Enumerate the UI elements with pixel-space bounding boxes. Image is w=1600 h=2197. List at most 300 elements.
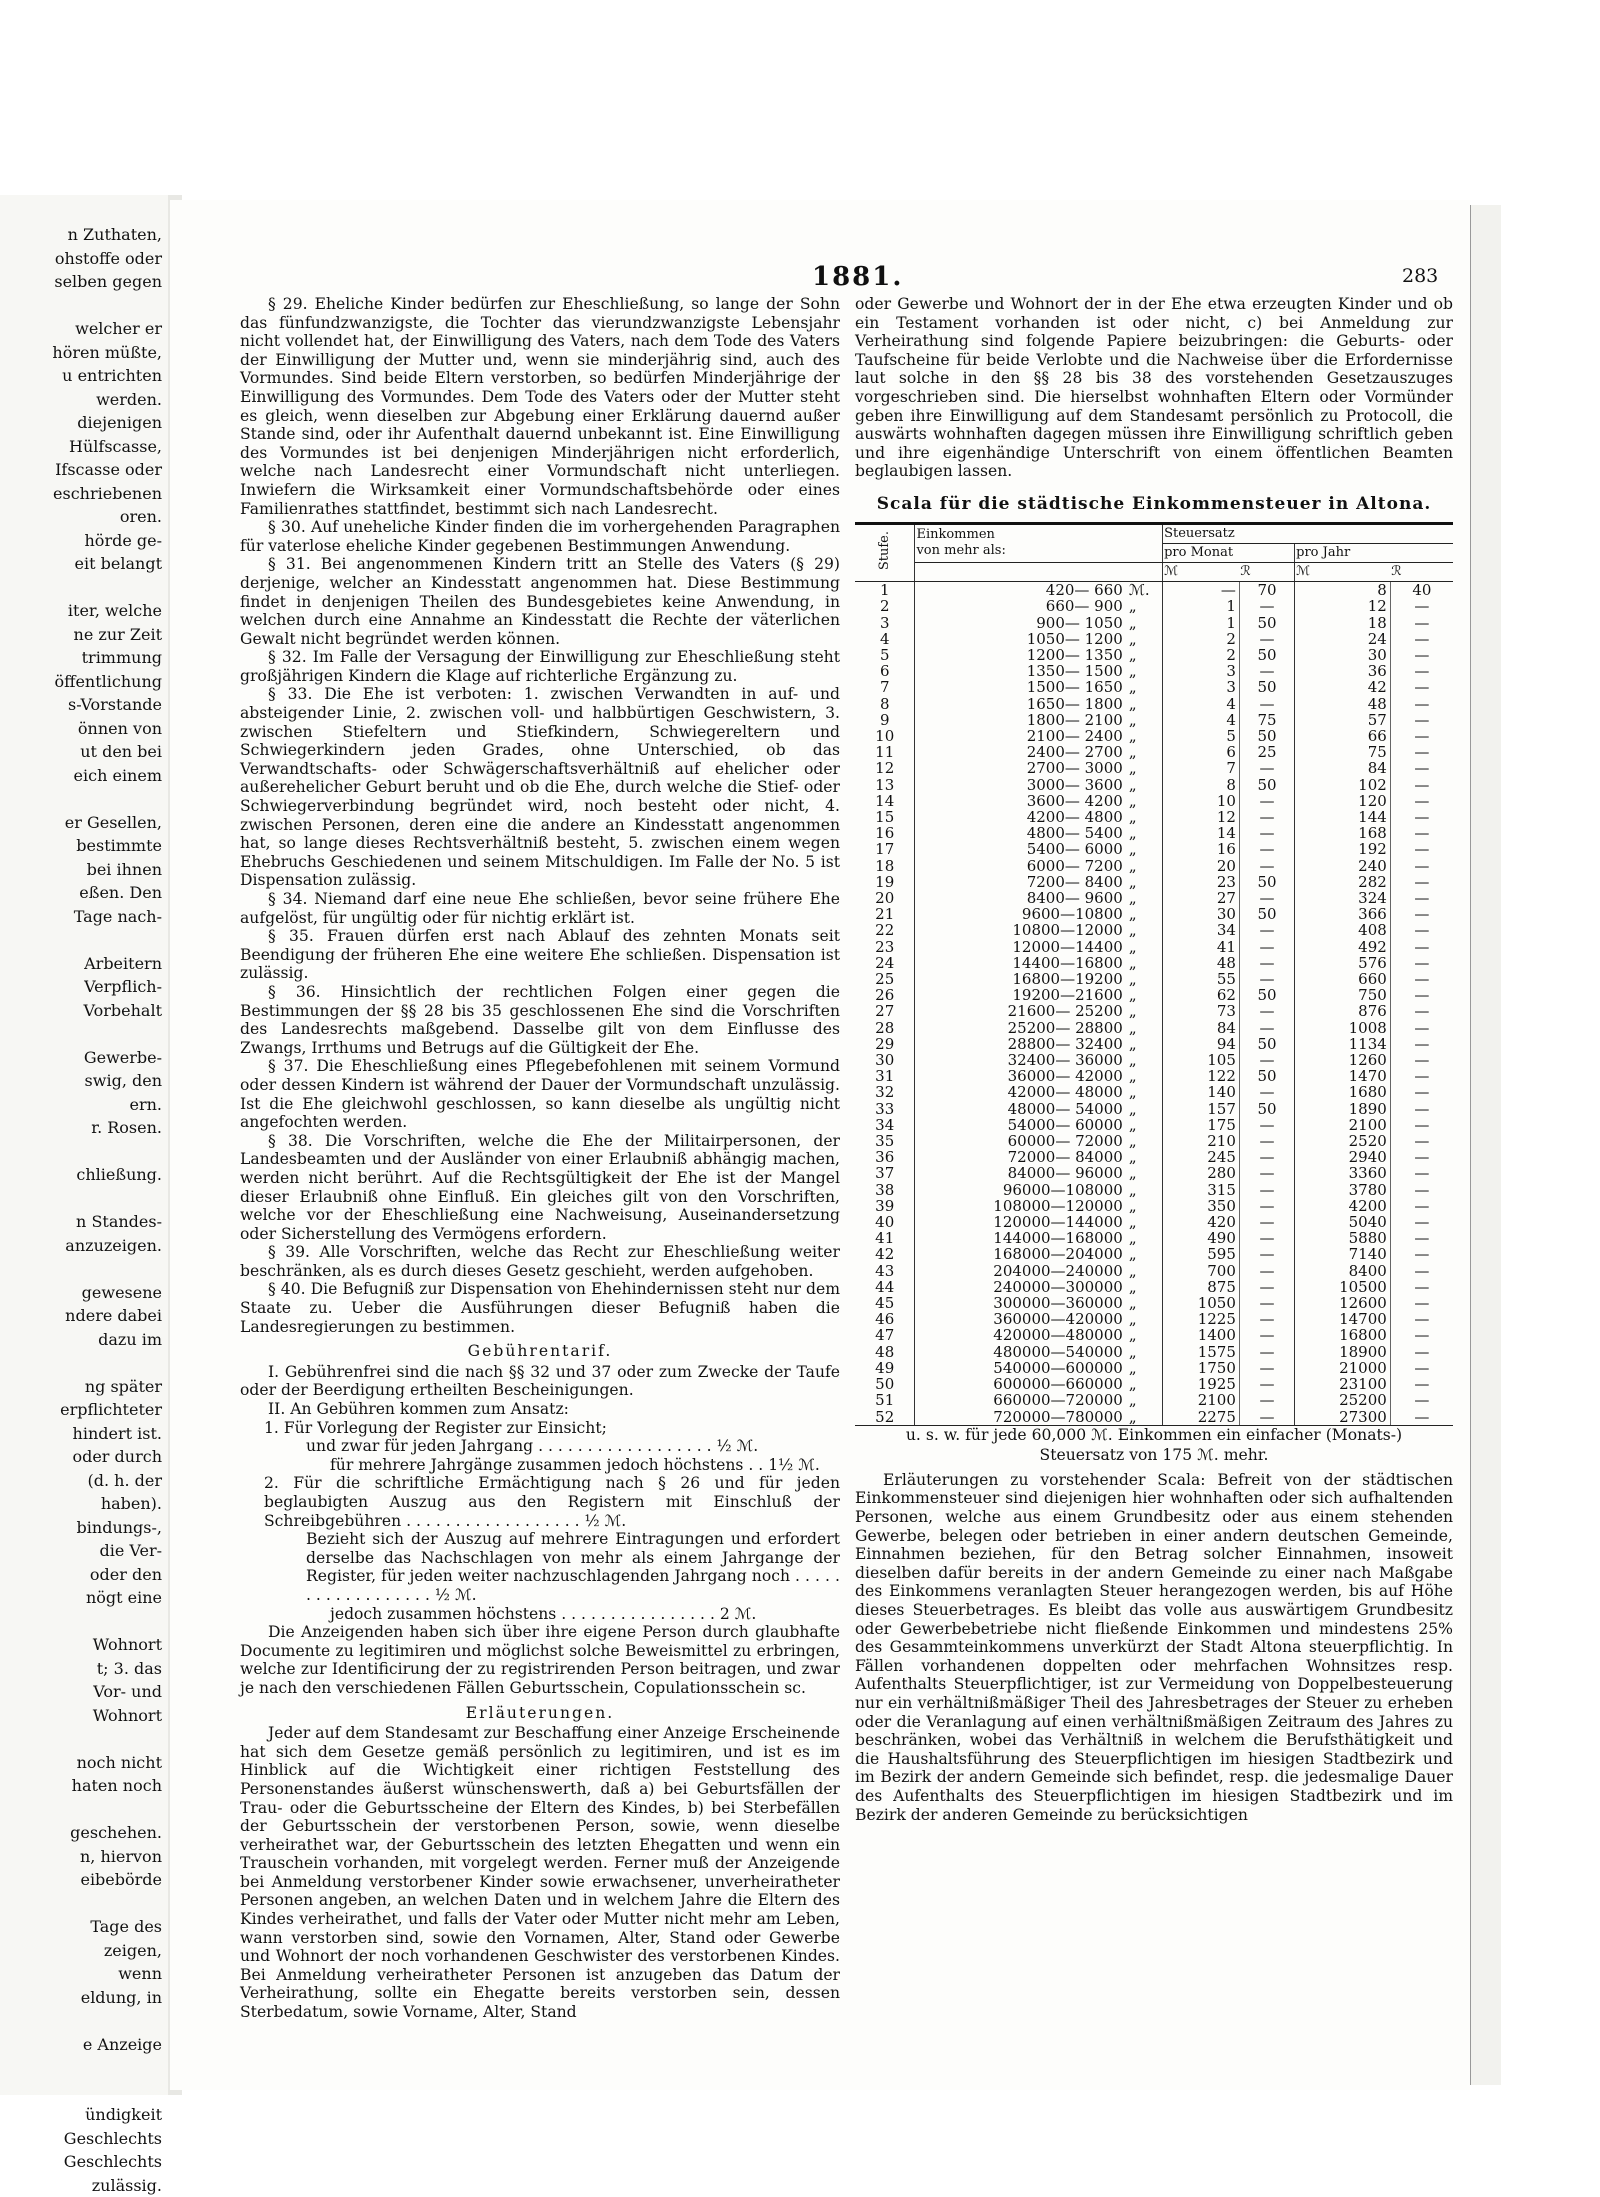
- monat-mark-cell: 140: [1163, 1084, 1240, 1100]
- stufe-cell: 42: [855, 1246, 915, 1262]
- jahr-mark-cell: 408: [1295, 922, 1391, 938]
- jahr-mark-cell: 2520: [1295, 1133, 1391, 1149]
- monat-mark-cell: 4: [1163, 696, 1240, 712]
- monat-pf-cell: —: [1239, 1052, 1294, 1068]
- unit-cell: „: [1126, 858, 1163, 874]
- einkommen-cell: 168000—204000: [915, 1246, 1126, 1262]
- einkommen-cell: 3600— 4200: [915, 793, 1126, 809]
- tax-scale-table: [855, 522, 1453, 1425]
- sliver-line: haben).: [0, 1492, 168, 1516]
- scale-note-2: Steuersatz von 175 ℳ. mehr.: [855, 1446, 1453, 1465]
- einkommen-cell: 3000— 3600: [915, 777, 1126, 793]
- jahr-pf-cell: —: [1390, 615, 1453, 631]
- monat-pf-cell: —: [1239, 598, 1294, 614]
- jahr-mark-cell: 1008: [1295, 1020, 1391, 1036]
- sliver-line: [0, 1351, 168, 1375]
- right-column: [855, 295, 1453, 1824]
- jahr-mark-cell: 324: [1295, 890, 1391, 906]
- jahr-pf-cell: —: [1390, 1036, 1453, 1052]
- sliver-line: ng später: [0, 1375, 168, 1399]
- table-row: [855, 1376, 1453, 1392]
- unit-cell: „: [1126, 955, 1163, 971]
- unit-cell: „: [1126, 777, 1163, 793]
- unit-cell: „: [1126, 712, 1163, 728]
- monat-mark-cell: 4: [1163, 712, 1240, 728]
- unit-cell: „: [1126, 1117, 1163, 1133]
- unit-cell: „: [1126, 744, 1163, 760]
- jahr-mark-cell: 660: [1295, 971, 1391, 987]
- monat-pf-cell: —: [1239, 1117, 1294, 1133]
- stufe-cell: 32: [855, 1084, 915, 1100]
- law-paragraphs: [240, 295, 840, 1336]
- sliver-line: haten noch: [0, 1774, 168, 1798]
- facing-page-sliver: [0, 195, 171, 2095]
- monat-mark-cell: 23: [1163, 874, 1240, 890]
- monat-pf-cell: —: [1239, 1344, 1294, 1360]
- sliver-line: oder durch: [0, 1445, 168, 1469]
- scala-title: Scala für die städtische Einkommensteuer in Altona.: [855, 495, 1453, 514]
- jahr-pf-cell: —: [1390, 1101, 1453, 1117]
- stufe-cell: 29: [855, 1036, 915, 1052]
- sliver-line: t; 3. das: [0, 1657, 168, 1681]
- monat-mark-cell: 1925: [1163, 1376, 1240, 1392]
- unit-cell: „: [1126, 793, 1163, 809]
- header-pf-monat: ℛ: [1239, 562, 1294, 581]
- law-paragraph: § 36. Hinsichtlich der rechtlichen Folgen einer gegen die Bestimmungen der §§ 28 bis 35 geschlossenen Ehe sind die Vorschriften des Landesrechts maßgebend. Dasselbe gilt von dem Einflusse des Zwangs, Irrthums und Betrugs auf die Gültigkeit der Ehe.: [240, 983, 840, 1057]
- jahr-pf-cell: —: [1390, 890, 1453, 906]
- tarif-fee-1c: für mehrere Jahrgänge zusammen jedoch höchstens . . 1½ ℳ.: [240, 1456, 840, 1475]
- jahr-pf-cell: —: [1390, 793, 1453, 809]
- table-row: [855, 631, 1453, 647]
- sliver-line: ut den bei: [0, 740, 168, 764]
- einkommen-cell: 600000—660000: [915, 1376, 1126, 1392]
- monat-mark-cell: 3: [1163, 663, 1240, 679]
- table-row: [855, 1230, 1453, 1246]
- table-row: [855, 728, 1453, 744]
- stufe-cell: 39: [855, 1198, 915, 1214]
- jahr-pf-cell: —: [1390, 971, 1453, 987]
- monat-pf-cell: —: [1239, 841, 1294, 857]
- sliver-line: zulässig.: [0, 2174, 168, 2197]
- stufe-cell: 2: [855, 598, 915, 614]
- monat-mark-cell: 122: [1163, 1068, 1240, 1084]
- sliver-line: n, hiervon: [0, 1845, 168, 1869]
- unit-cell: „: [1126, 1409, 1163, 1425]
- sliver-line: Verpflich-: [0, 975, 168, 999]
- unit-cell: „: [1126, 760, 1163, 776]
- unit-cell: „: [1126, 1246, 1163, 1262]
- monat-pf-cell: —: [1239, 1376, 1294, 1392]
- einkommen-cell: 660— 900: [915, 598, 1126, 614]
- table-row: [855, 955, 1453, 971]
- monat-mark-cell: 8: [1163, 777, 1240, 793]
- law-paragraph: § 38. Die Vorschriften, welche die Ehe der Militairpersonen, der Landesbeamten und der Ausländer von einer Erlaubniß abhängig machen, werden nicht berührt. Auf die Rechtsgültigkeit der Ehe ist der Mangel dieser Erlaubniß ohne Einfluß. Ein gleiches gilt von den Vorschriften, welche vor der Eheschließung eine Nachweisung, Auseinandersetzung oder Sicherstellung des Vermögens erfordern.: [240, 1132, 840, 1244]
- einkommen-cell: 540000—600000: [915, 1360, 1126, 1376]
- jahr-pf-cell: —: [1390, 987, 1453, 1003]
- sliver-line: [0, 1187, 168, 1211]
- monat-pf-cell: 25: [1239, 744, 1294, 760]
- unit-cell: „: [1126, 1182, 1163, 1198]
- unit-cell: „: [1126, 631, 1163, 647]
- sliver-line: [0, 294, 168, 318]
- jahr-pf-cell: —: [1390, 728, 1453, 744]
- jahr-pf-cell: —: [1390, 1133, 1453, 1149]
- sliver-line: eit belangt: [0, 552, 168, 576]
- table-row: [855, 777, 1453, 793]
- jahr-mark-cell: 12600: [1295, 1295, 1391, 1311]
- header-stufe: Stufe.: [855, 523, 915, 582]
- stufe-cell: 28: [855, 1020, 915, 1036]
- table-row: [855, 1036, 1453, 1052]
- table-row: [855, 615, 1453, 631]
- einkommen-cell: 108000—120000: [915, 1198, 1126, 1214]
- sliver-line: eßen. Den: [0, 881, 168, 905]
- jahr-pf-cell: —: [1390, 1376, 1453, 1392]
- table-row: [855, 1068, 1453, 1084]
- monat-pf-cell: 50: [1239, 615, 1294, 631]
- stufe-cell: 41: [855, 1230, 915, 1246]
- jahr-pf-cell: —: [1390, 1003, 1453, 1019]
- monat-mark-cell: 3: [1163, 679, 1240, 695]
- sliver-line: Vor- und: [0, 1680, 168, 1704]
- stufe-cell: 7: [855, 679, 915, 695]
- monat-mark-cell: 30: [1163, 906, 1240, 922]
- sliver-line: [0, 2080, 168, 2104]
- table-row: [855, 696, 1453, 712]
- tarif-item-2: II. An Gebühren kommen zum Ansatz:: [240, 1400, 840, 1419]
- jahr-mark-cell: 12: [1295, 598, 1391, 614]
- jahr-mark-cell: 66: [1295, 728, 1391, 744]
- unit-cell: „: [1126, 728, 1163, 744]
- stufe-cell: 3: [855, 615, 915, 631]
- jahr-mark-cell: 4200: [1295, 1198, 1391, 1214]
- jahr-pf-cell: —: [1390, 825, 1453, 841]
- jahr-pf-cell: —: [1390, 679, 1453, 695]
- table-row: [855, 1020, 1453, 1036]
- jahr-pf-cell: —: [1390, 1230, 1453, 1246]
- sliver-line: hindert ist.: [0, 1422, 168, 1446]
- sliver-line: Hülfscasse,: [0, 435, 168, 459]
- header-pro-jahr: pro Jahr: [1295, 543, 1453, 562]
- monat-pf-cell: 50: [1239, 906, 1294, 922]
- stufe-cell: 43: [855, 1263, 915, 1279]
- table-row: [855, 647, 1453, 663]
- monat-pf-cell: —: [1239, 955, 1294, 971]
- jahr-pf-cell: —: [1390, 777, 1453, 793]
- jahr-mark-cell: 1260: [1295, 1052, 1391, 1068]
- sliver-line: [0, 2056, 168, 2080]
- jahr-pf-cell: —: [1390, 1182, 1453, 1198]
- monat-mark-cell: 1575: [1163, 1344, 1240, 1360]
- monat-mark-cell: —: [1163, 582, 1240, 599]
- stufe-cell: 46: [855, 1311, 915, 1327]
- page-year: 1881.: [812, 262, 903, 292]
- sliver-line: ündigkeit: [0, 2103, 168, 2127]
- table-row: [855, 1327, 1453, 1343]
- sliver-line: n Standes-: [0, 1210, 168, 1234]
- sliver-line: wenn: [0, 1962, 168, 1986]
- einkommen-cell: 12000—14400: [915, 939, 1126, 955]
- monat-pf-cell: —: [1239, 890, 1294, 906]
- sliver-line: erpflichteter: [0, 1398, 168, 1422]
- monat-pf-cell: —: [1239, 858, 1294, 874]
- monat-pf-cell: 50: [1239, 647, 1294, 663]
- einkommen-cell: 204000—240000: [915, 1263, 1126, 1279]
- einkommen-cell: 14400—16800: [915, 955, 1126, 971]
- sliver-line: bestimmte: [0, 834, 168, 858]
- monat-pf-cell: —: [1239, 922, 1294, 938]
- einkommen-cell: 84000— 96000: [915, 1165, 1126, 1181]
- tarif-fee-2a: 2. Für die schriftliche Ermächtigung nach § 26 und für jeden beglaubigten Auszug aus den Registern mit Einschluß der Schreibgebühren . . . . . . . . . . . . . . . . . . ½ ℳ.: [240, 1474, 840, 1530]
- unit-cell: „: [1126, 1084, 1163, 1100]
- table-row: [855, 679, 1453, 695]
- sliver-line: [0, 1610, 168, 1634]
- jahr-pf-cell: —: [1390, 744, 1453, 760]
- einkommen-cell: 900— 1050: [915, 615, 1126, 631]
- monat-pf-cell: 75: [1239, 712, 1294, 728]
- einkommen-cell: 96000—108000: [915, 1182, 1126, 1198]
- einkommen-cell: 60000— 72000: [915, 1133, 1126, 1149]
- sliver-line: Gewerbe-: [0, 1046, 168, 1070]
- unit-cell: „: [1126, 1376, 1163, 1392]
- table-row: [855, 1214, 1453, 1230]
- unit-cell: „: [1126, 1230, 1163, 1246]
- stufe-cell: 45: [855, 1295, 915, 1311]
- unit-cell: „: [1126, 1344, 1163, 1360]
- unit-cell: ℳ.: [1126, 582, 1163, 599]
- unit-cell: „: [1126, 663, 1163, 679]
- monat-pf-cell: —: [1239, 1182, 1294, 1198]
- monat-pf-cell: —: [1239, 1003, 1294, 1019]
- table-row: [855, 1246, 1453, 1262]
- monat-mark-cell: 41: [1163, 939, 1240, 955]
- jahr-mark-cell: 7140: [1295, 1246, 1391, 1262]
- jahr-mark-cell: 84: [1295, 760, 1391, 776]
- einkommen-cell: 1800— 2100: [915, 712, 1126, 728]
- jahr-pf-cell: —: [1390, 1344, 1453, 1360]
- jahr-pf-cell: —: [1390, 874, 1453, 890]
- monat-mark-cell: 62: [1163, 987, 1240, 1003]
- monat-mark-cell: 5: [1163, 728, 1240, 744]
- jahr-mark-cell: 144: [1295, 809, 1391, 825]
- sliver-line: bindungs-,: [0, 1516, 168, 1540]
- header-blank: [915, 562, 1163, 581]
- sliver-line: iter, welche: [0, 599, 168, 623]
- einkommen-cell: 2100— 2400: [915, 728, 1126, 744]
- stufe-cell: 16: [855, 825, 915, 841]
- sliver-line: hören müßte,: [0, 341, 168, 365]
- sliver-line: e Anzeige: [0, 2033, 168, 2057]
- table-row: [855, 663, 1453, 679]
- unit-cell: „: [1126, 1101, 1163, 1117]
- jahr-mark-cell: 57: [1295, 712, 1391, 728]
- jahr-mark-cell: 120: [1295, 793, 1391, 809]
- monat-mark-cell: 1: [1163, 615, 1240, 631]
- einkommen-cell: 54000— 60000: [915, 1117, 1126, 1133]
- jahr-pf-cell: —: [1390, 906, 1453, 922]
- sliver-line: Wohnort: [0, 1704, 168, 1728]
- monat-mark-cell: 1750: [1163, 1360, 1240, 1376]
- stufe-cell: 31: [855, 1068, 915, 1084]
- unit-cell: „: [1126, 615, 1163, 631]
- jahr-pf-cell: —: [1390, 1246, 1453, 1262]
- stufe-cell: 13: [855, 777, 915, 793]
- unit-cell: „: [1126, 1360, 1163, 1376]
- stufe-cell: 12: [855, 760, 915, 776]
- einkommen-cell: 4200— 4800: [915, 809, 1126, 825]
- table-row: [855, 906, 1453, 922]
- stufe-cell: 4: [855, 631, 915, 647]
- sliver-line: [0, 1727, 168, 1751]
- table-row: [855, 1117, 1453, 1133]
- monat-pf-cell: —: [1239, 760, 1294, 776]
- unit-cell: „: [1126, 1295, 1163, 1311]
- jahr-pf-cell: —: [1390, 922, 1453, 938]
- unit-cell: „: [1126, 922, 1163, 938]
- sliver-line: geschehen.: [0, 1821, 168, 1845]
- jahr-mark-cell: 102: [1295, 777, 1391, 793]
- table-row: [855, 1003, 1453, 1019]
- monat-pf-cell: —: [1239, 1327, 1294, 1343]
- monat-pf-cell: —: [1239, 1263, 1294, 1279]
- table-row: [855, 1409, 1453, 1425]
- monat-pf-cell: —: [1239, 1295, 1294, 1311]
- monat-mark-cell: 27: [1163, 890, 1240, 906]
- stufe-cell: 18: [855, 858, 915, 874]
- unit-cell: „: [1126, 906, 1163, 922]
- monat-mark-cell: 1225: [1163, 1311, 1240, 1327]
- table-row: [855, 1295, 1453, 1311]
- monat-pf-cell: 50: [1239, 987, 1294, 1003]
- einkommen-cell: 1650— 1800: [915, 696, 1126, 712]
- stufe-cell: 15: [855, 809, 915, 825]
- sliver-line: eich einem: [0, 764, 168, 788]
- sliver-line: dazu im: [0, 1328, 168, 1352]
- einkommen-cell: 2400— 2700: [915, 744, 1126, 760]
- table-row: [855, 858, 1453, 874]
- stufe-cell: 6: [855, 663, 915, 679]
- monat-pf-cell: 50: [1239, 1036, 1294, 1052]
- jahr-mark-cell: 36: [1295, 663, 1391, 679]
- unit-cell: „: [1126, 890, 1163, 906]
- jahr-pf-cell: —: [1390, 809, 1453, 825]
- monat-pf-cell: —: [1239, 825, 1294, 841]
- stufe-cell: 48: [855, 1344, 915, 1360]
- jahr-pf-cell: —: [1390, 1360, 1453, 1376]
- jahr-mark-cell: 5040: [1295, 1214, 1391, 1230]
- jahr-mark-cell: 18: [1295, 615, 1391, 631]
- jahr-mark-cell: 2940: [1295, 1149, 1391, 1165]
- monat-pf-cell: —: [1239, 1392, 1294, 1408]
- unit-cell: „: [1126, 1149, 1163, 1165]
- table-row: [855, 1165, 1453, 1181]
- monat-pf-cell: 50: [1239, 777, 1294, 793]
- monat-pf-cell: —: [1239, 631, 1294, 647]
- sliver-line: gewesene: [0, 1281, 168, 1305]
- table-row: [855, 939, 1453, 955]
- sliver-line: [0, 1892, 168, 1916]
- table-row: [855, 582, 1453, 599]
- jahr-mark-cell: 5880: [1295, 1230, 1391, 1246]
- unit-cell: „: [1126, 1133, 1163, 1149]
- table-row: [855, 1101, 1453, 1117]
- monat-mark-cell: 14: [1163, 825, 1240, 841]
- einkommen-cell: 660000—720000: [915, 1392, 1126, 1408]
- monat-pf-cell: 50: [1239, 679, 1294, 695]
- monat-pf-cell: —: [1239, 1360, 1294, 1376]
- table-row: [855, 760, 1453, 776]
- stufe-cell: 11: [855, 744, 915, 760]
- table-row: [855, 1360, 1453, 1376]
- einkommen-cell: 72000— 84000: [915, 1149, 1126, 1165]
- einkommen-cell: 28800— 32400: [915, 1036, 1126, 1052]
- einkommen-cell: 360000—420000: [915, 1311, 1126, 1327]
- sliver-line: öffentlichung: [0, 670, 168, 694]
- jahr-pf-cell: —: [1390, 1020, 1453, 1036]
- sliver-line: Arbeitern: [0, 952, 168, 976]
- einkommen-cell: 36000— 42000: [915, 1068, 1126, 1084]
- einkommen-cell: 720000—780000: [915, 1409, 1126, 1425]
- sliver-line: eibebörde: [0, 1868, 168, 1892]
- einkommen-cell: 9600—10800: [915, 906, 1126, 922]
- jahr-pf-cell: —: [1390, 712, 1453, 728]
- sliver-line: Tage des: [0, 1915, 168, 1939]
- jahr-pf-cell: —: [1390, 955, 1453, 971]
- table-row: [855, 987, 1453, 1003]
- sliver-line: nögt eine: [0, 1586, 168, 1610]
- jahr-pf-cell: —: [1390, 1198, 1453, 1214]
- monat-pf-cell: —: [1239, 1246, 1294, 1262]
- table-row: [855, 598, 1453, 614]
- stufe-cell: 51: [855, 1392, 915, 1408]
- header-mark-monat: ℳ: [1163, 562, 1240, 581]
- einkommen-cell: 19200—21600: [915, 987, 1126, 1003]
- sliver-line: [0, 576, 168, 600]
- sliver-line: hörde ge-: [0, 529, 168, 553]
- stufe-cell: 9: [855, 712, 915, 728]
- sliver-line: oren.: [0, 505, 168, 529]
- page-number: 283: [1402, 265, 1438, 287]
- monat-mark-cell: 490: [1163, 1230, 1240, 1246]
- jahr-pf-cell: —: [1390, 1327, 1453, 1343]
- monat-mark-cell: 73: [1163, 1003, 1240, 1019]
- sliver-line: trimmung: [0, 646, 168, 670]
- sliver-line: die Ver-: [0, 1539, 168, 1563]
- sliver-line: selben gegen: [0, 270, 168, 294]
- law-paragraph: § 31. Bei angenommenen Kindern tritt an Stelle des Vaters (§ 29) derjenige, welcher an Kindesstatt angenommen hat. Diese Bestimmung findet in denjenigen Theilen des Bundesgebietes keine Anwendung, in welchen durch eine Annahme an Kindesstatt die Rechte der väterlichen Gewalt nicht begründet werden können.: [240, 555, 840, 648]
- einkommen-cell: 1350— 1500: [915, 663, 1126, 679]
- erlaeuterungen-heading: Erläuterungen.: [240, 1704, 840, 1723]
- monat-pf-cell: —: [1239, 1311, 1294, 1327]
- monat-pf-cell: —: [1239, 1214, 1294, 1230]
- sliver-line: swig, den: [0, 1069, 168, 1093]
- table-row: [855, 809, 1453, 825]
- einkommen-cell: 480000—540000: [915, 1344, 1126, 1360]
- jahr-pf-cell: —: [1390, 1214, 1453, 1230]
- jahr-mark-cell: 14700: [1295, 1311, 1391, 1327]
- monat-pf-cell: 50: [1239, 1101, 1294, 1117]
- jahr-mark-cell: 492: [1295, 939, 1391, 955]
- table-row: [855, 1263, 1453, 1279]
- table-row: [855, 1279, 1453, 1295]
- page-edge: [1470, 205, 1501, 2085]
- stufe-cell: 27: [855, 1003, 915, 1019]
- stufe-cell: 52: [855, 1409, 915, 1425]
- table-row: [855, 1198, 1453, 1214]
- jahr-mark-cell: 168: [1295, 825, 1391, 841]
- jahr-pf-cell: —: [1390, 663, 1453, 679]
- jahr-pf-cell: —: [1390, 1084, 1453, 1100]
